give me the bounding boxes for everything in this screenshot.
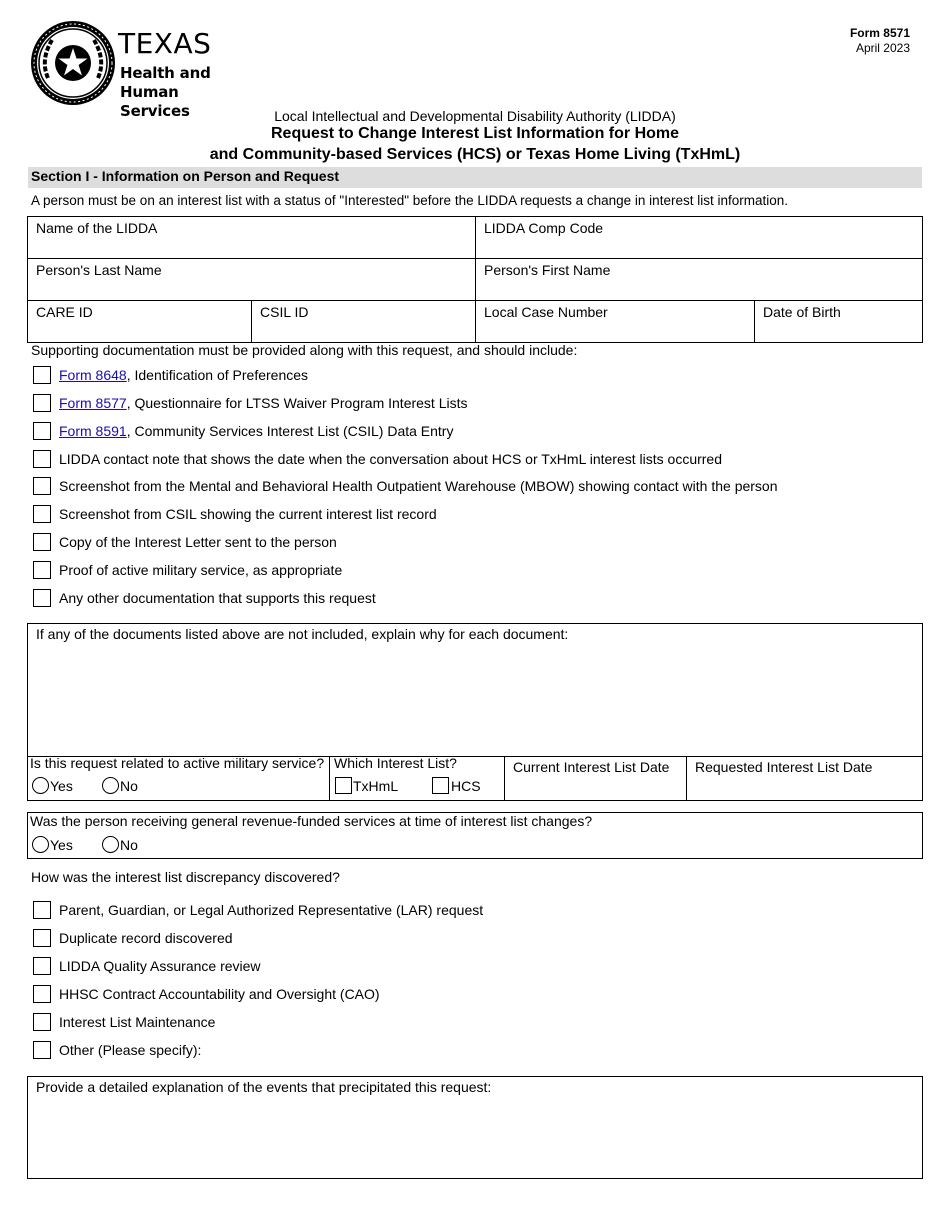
doc-item-csil-screenshot bbox=[33, 504, 437, 524]
page-title-line1: Request to Change Interest List Information for Home bbox=[270, 125, 680, 142]
checkbox[interactable] bbox=[335, 777, 352, 794]
military-yes-option[interactable] bbox=[32, 777, 73, 794]
doc-item-label: , Questionnaire for LTSS Waiver Program Interest Lists bbox=[126, 395, 468, 411]
checkbox[interactable] bbox=[432, 777, 449, 794]
doc-checkbox[interactable] bbox=[33, 505, 51, 523]
discrepancy-item-other bbox=[33, 1040, 201, 1060]
local-case-number-label: Local Case Number bbox=[484, 304, 608, 320]
first-name-field[interactable] bbox=[475, 258, 923, 301]
doc-item-other bbox=[33, 588, 376, 608]
doc-checkbox[interactable] bbox=[33, 477, 51, 495]
supporting-docs-intro: Supporting documentation must be provided along with this request, and should include: bbox=[31, 342, 578, 358]
brand-subtitle: Health and Human Services bbox=[120, 64, 211, 120]
doc-checkbox[interactable] bbox=[33, 589, 51, 607]
date-of-birth-label: Date of Birth bbox=[763, 304, 841, 320]
lidda-name-field[interactable] bbox=[27, 216, 476, 259]
discrepancy-item-maintenance bbox=[33, 1012, 215, 1032]
radio-button[interactable] bbox=[102, 836, 119, 853]
form-8577-link[interactable]: Form 8577 bbox=[59, 395, 127, 411]
txhml-option[interactable] bbox=[335, 777, 398, 794]
lidda-name-label: Name of the LIDDA bbox=[36, 220, 158, 236]
discrepancy-item-label: HHSC Contract Accountability and Oversight (CAO) bbox=[59, 986, 380, 1002]
option-label: Yes bbox=[50, 777, 73, 794]
discrepancy-checkbox[interactable] bbox=[33, 985, 51, 1003]
doc-item-label: , Identification of Preferences bbox=[126, 367, 309, 383]
doc-item-form-8648 bbox=[33, 365, 308, 385]
care-id-label: CARE ID bbox=[36, 304, 93, 320]
doc-item-form-8577 bbox=[33, 393, 468, 413]
discrepancy-checkbox[interactable] bbox=[33, 1041, 51, 1059]
detailed-explanation-label: Provide a detailed explanation of the events that precipitated this request: bbox=[36, 1079, 492, 1095]
doc-checkbox[interactable] bbox=[33, 394, 51, 412]
discrepancy-question: How was the interest list discrepancy discovered? bbox=[31, 869, 340, 885]
form-8591-link[interactable]: Form 8591 bbox=[59, 423, 127, 439]
doc-item-label: LIDDA contact note that shows the date when the conversation about HCS or TxHmL interest lists occurred bbox=[59, 451, 723, 467]
current-interest-list-date-field[interactable] bbox=[505, 757, 686, 800]
discrepancy-item-label: Duplicate record discovered bbox=[59, 930, 233, 946]
radio-button[interactable] bbox=[32, 836, 49, 853]
doc-item-label: , Community Services Interest List (CSIL) Data Entry bbox=[126, 423, 454, 439]
interest-list-question: Which Interest List? bbox=[334, 755, 457, 771]
brand-title: TEXAS bbox=[118, 27, 212, 60]
doc-item-mbow-screenshot bbox=[33, 476, 778, 496]
discrepancy-item-label: LIDDA Quality Assurance review bbox=[59, 958, 261, 974]
form-id-block bbox=[850, 26, 910, 56]
first-name-label: Person's First Name bbox=[484, 262, 611, 278]
doc-item-contact-note bbox=[33, 449, 722, 469]
doc-item-label: Copy of the Interest Letter sent to the person bbox=[59, 534, 337, 550]
form-number: Form 8571 bbox=[849, 26, 910, 40]
doc-item-military-proof bbox=[33, 560, 342, 580]
agency-name: Local Intellectual and Developmental Disability Authority (LIDDA) bbox=[274, 108, 676, 124]
csil-id-label: CSIL ID bbox=[260, 304, 309, 320]
detailed-explanation-field[interactable] bbox=[27, 1076, 923, 1179]
date-of-birth-field[interactable] bbox=[754, 300, 923, 343]
lidda-comp-code-field[interactable] bbox=[475, 216, 923, 259]
hcs-option[interactable] bbox=[432, 777, 481, 794]
divider bbox=[329, 756, 330, 801]
doc-item-label: Screenshot from the Mental and Behavioral Health Outpatient Warehouse (MBOW) showing contact with the person bbox=[59, 478, 778, 494]
discrepancy-item-label: Other (Please specify): bbox=[59, 1042, 202, 1058]
doc-item-label: Proof of active military service, as appropriate bbox=[59, 562, 343, 578]
last-name-label: Person's Last Name bbox=[36, 262, 162, 278]
discrepancy-checkbox[interactable] bbox=[33, 1013, 51, 1031]
care-id-field[interactable] bbox=[27, 300, 252, 343]
form-8648-link[interactable]: Form 8648 bbox=[59, 367, 127, 383]
discrepancy-checkbox[interactable] bbox=[33, 957, 51, 975]
section-intro: A person must be on an interest list with a status of "Interested" before the LIDDA requests a change in interest list information. bbox=[31, 193, 788, 208]
csil-id-field[interactable] bbox=[251, 300, 476, 343]
radio-button[interactable] bbox=[102, 777, 119, 794]
doc-item-label: Any other documentation that supports this request bbox=[59, 590, 376, 606]
local-case-number-field[interactable] bbox=[475, 300, 755, 343]
section-heading: Section I - Information on Person and Request bbox=[28, 167, 922, 188]
radio-button[interactable] bbox=[32, 777, 49, 794]
option-label: Yes bbox=[50, 836, 73, 853]
discrepancy-checkbox[interactable] bbox=[33, 901, 51, 919]
doc-checkbox[interactable] bbox=[33, 366, 51, 384]
requested-interest-list-date-label: Requested Interest List Date bbox=[695, 759, 873, 775]
discrepancy-checkbox[interactable] bbox=[33, 929, 51, 947]
doc-checkbox[interactable] bbox=[33, 450, 51, 468]
doc-item-interest-letter bbox=[33, 532, 337, 552]
military-no-option[interactable] bbox=[102, 777, 138, 794]
discrepancy-item-cao bbox=[33, 984, 380, 1004]
doc-item-label: Screenshot from CSIL showing the current interest list record bbox=[59, 506, 437, 522]
doc-checkbox[interactable] bbox=[33, 561, 51, 579]
doc-checkbox[interactable] bbox=[33, 533, 51, 551]
general-revenue-question: Was the person receiving general revenue-funded services at time of interest list changes? bbox=[30, 813, 593, 829]
general-revenue-yes-option[interactable] bbox=[32, 836, 73, 853]
doc-checkbox[interactable] bbox=[33, 422, 51, 440]
texas-seal-icon bbox=[30, 20, 116, 106]
option-label: No bbox=[120, 777, 138, 794]
option-label: TxHmL bbox=[353, 777, 399, 794]
missing-docs-explanation-label: If any of the documents listed above are not included, explain why for each document: bbox=[36, 626, 569, 642]
discrepancy-item-label: Parent, Guardian, or Legal Authorized Representative (LAR) request bbox=[59, 902, 484, 918]
hhs-logo bbox=[30, 20, 250, 120]
discrepancy-item-duplicate bbox=[33, 928, 233, 948]
doc-item-form-8591 bbox=[33, 421, 453, 441]
option-label: HCS bbox=[451, 777, 481, 794]
requested-interest-list-date-field[interactable] bbox=[687, 757, 922, 800]
option-label: No bbox=[120, 836, 138, 853]
form-date: April 2023 bbox=[855, 41, 910, 55]
last-name-field[interactable] bbox=[27, 258, 476, 301]
discrepancy-item-qa-review bbox=[33, 956, 261, 976]
discrepancy-item-lar bbox=[33, 900, 483, 920]
lidda-comp-code-label: LIDDA Comp Code bbox=[484, 220, 604, 236]
discrepancy-item-label: Interest List Maintenance bbox=[59, 1014, 216, 1030]
military-question: Is this request related to active military service? bbox=[30, 755, 325, 771]
missing-docs-explanation-field[interactable] bbox=[27, 623, 923, 757]
page-title-line2: and Community-based Services (HCS) or Texas Home Living (TxHmL) bbox=[209, 146, 741, 163]
general-revenue-no-option[interactable] bbox=[102, 836, 138, 853]
current-interest-list-date-label: Current Interest List Date bbox=[513, 759, 670, 775]
